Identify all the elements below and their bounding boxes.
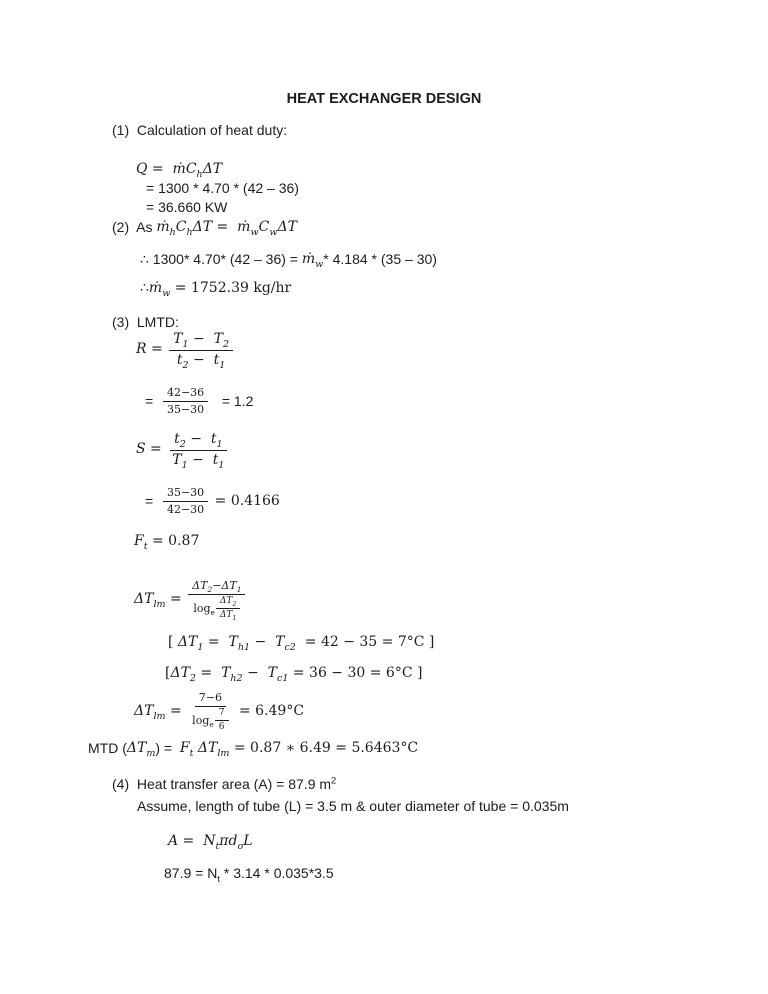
- equation-energy-balance: [140, 251, 437, 269]
- equation-ft-value: [134, 533, 199, 551]
- item-1-heading: [112, 122, 287, 140]
- text-run: MTD (: [88, 740, 127, 756]
- equation-delta-t1: [168, 634, 434, 652]
- text-run: Assume, length of tube (L) = 3.5 m & outer diameter of tube = 0.035m: [137, 798, 569, 814]
- text-run: $\Delta T_1 = T_{h1} - T_{c2}$: [177, 634, 296, 653]
- text-run: $\Delta T_{lm}$: [134, 703, 166, 723]
- text-run: $\Delta T_2 = T_{h2} - T_{c1}$: [170, 665, 289, 684]
- text-run: ∴: [140, 280, 149, 296]
- text-run: =: [165, 591, 187, 608]
- text-run: Q = ṁC$_h$ΔT: [136, 161, 223, 180]
- text-run: $t_2 - t_1$: [176, 351, 226, 371]
- text-run: =: [165, 703, 187, 720]
- text-run: $\log_e$: [193, 601, 215, 617]
- equation-s-definition: [136, 431, 230, 469]
- text-run: ∴ 1300* 4.70* (42 – 36) =: [140, 251, 302, 267]
- equation-heat-duty: [136, 161, 222, 179]
- equation-r-value: [145, 386, 253, 417]
- text-run: ṁ$_w$: [148, 280, 171, 299]
- text-run: R =: [136, 341, 168, 358]
- fraction: [188, 691, 232, 733]
- text-run: $87.9 = N_t * 3.14 * 0.035*3.5$: [164, 865, 334, 885]
- text-run: 35−30: [166, 402, 205, 416]
- assumption-text: [137, 798, 569, 816]
- text-run: 7: [218, 707, 225, 718]
- text-run: 35−30: [166, 486, 205, 499]
- equation-area-definition: [168, 833, 252, 851]
- text-run: 7−6: [198, 691, 222, 704]
- text-run: = 36 − 30 = 6°C ]: [288, 665, 423, 681]
- text-run: S =: [136, 441, 167, 458]
- equation-heat-duty-values: [146, 180, 299, 198]
- text-run: 6: [218, 722, 225, 732]
- text-run: $\Delta T_2-\Delta T_1$: [192, 579, 242, 595]
- text-run: $t_2 - t_1$: [174, 431, 223, 450]
- text-run: = 0.87: [147, 533, 200, 549]
- text-run: (3) LMTD:: [112, 314, 179, 330]
- item-2-heading: [112, 219, 297, 237]
- text-run: = 36.660 KW: [146, 199, 228, 215]
- equation-delta-t2: [165, 665, 422, 683]
- text-run: = 1300 * 4.70 * (42 – 36): [146, 180, 299, 196]
- text-run: $T_1 - t_1$: [172, 451, 225, 471]
- fraction: [169, 331, 233, 369]
- text-run: $F_t$: [134, 533, 148, 552]
- text-run: (4) Heat transfer area (A) = 87.9 $m^2$: [112, 775, 337, 792]
- equation-mtd-value: [88, 740, 418, 758]
- fraction: [216, 596, 240, 622]
- fraction: [163, 386, 208, 417]
- text-run: $\Delta T_1$: [219, 610, 237, 622]
- item-3-heading: [112, 314, 179, 332]
- fraction: [188, 579, 245, 621]
- equation-tube-count: [164, 865, 334, 883]
- equation-r-definition: [136, 331, 235, 369]
- fraction: [215, 708, 229, 734]
- text-run: [: [168, 634, 178, 650]
- fraction: [168, 431, 228, 469]
- text-run: (1) Calculation of heat duty:: [112, 122, 288, 138]
- page-title: HEAT EXCHANGER DESIGN: [286, 91, 482, 107]
- fraction: [163, 486, 208, 517]
- text-run: $\Delta T_2$: [219, 595, 237, 608]
- text-run: * 4.184 * (35 – 30): [323, 251, 437, 267]
- text-run: = 0.4166: [210, 492, 280, 509]
- text-run: $ṁ_hC_h\Delta T$ = $ṁ_wC_w\Delta T$: [156, 219, 297, 238]
- text-run: = 1.2: [210, 392, 254, 409]
- text-run: $\Delta T_{lm}$: [134, 591, 166, 611]
- text-run: =: [145, 392, 161, 409]
- text-run: = 42 − 35 = 7°C ]: [295, 634, 435, 650]
- text-run: = 0.87 ∗ 6.49 = 5.6463°C: [229, 740, 419, 756]
- text-run: [: [165, 665, 171, 681]
- equation-lmtd-definition: [134, 579, 247, 621]
- text-run: 42−36: [166, 386, 205, 399]
- text-run: = 6.49°C: [234, 703, 305, 720]
- text-run: $\Delta T_m$: [126, 740, 156, 759]
- text-run: ) =: [155, 740, 180, 756]
- text-run: $F_t$ $\Delta T_{lm}$: [179, 740, 230, 759]
- equation-heat-duty-result: [146, 199, 227, 217]
- equation-lmtd-value: [134, 691, 304, 733]
- text-run: (2) As: [112, 219, 157, 235]
- equation-water-flow-result: [140, 280, 291, 298]
- text-run: $\log_e$: [192, 713, 214, 729]
- equation-s-value: [145, 486, 280, 517]
- text-run: $T_1 - T_2$: [173, 331, 230, 350]
- text-run: =: [145, 492, 161, 509]
- item-4-heading: [112, 776, 336, 794]
- text-run: ṁ$_w$: [301, 251, 324, 270]
- text-run: $A = N_t\pi d_oL$: [168, 833, 253, 852]
- text-run: 42−30: [166, 502, 205, 516]
- text-run: = 1752.39 kg/hr: [170, 280, 292, 296]
